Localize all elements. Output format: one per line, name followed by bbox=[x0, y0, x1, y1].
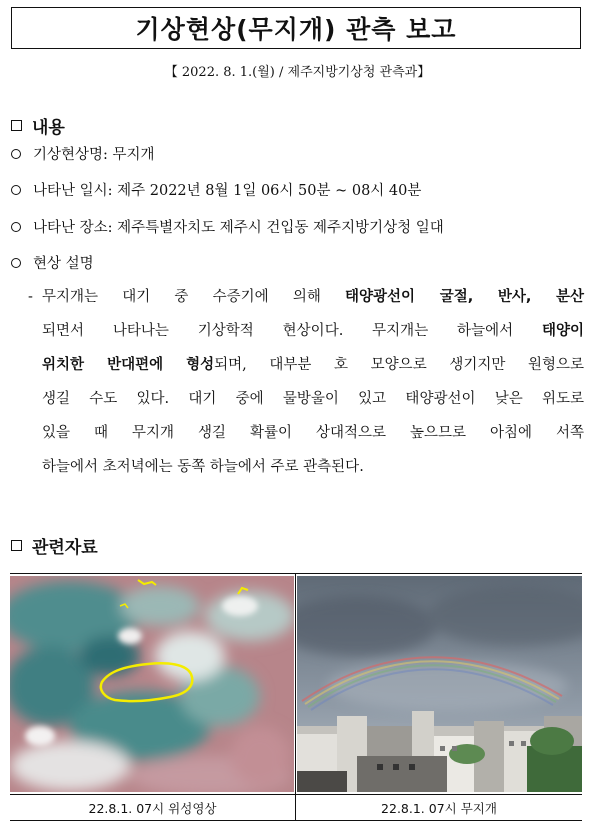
description-paragraph: - 무지개는 대기 중 수증기에 의해 태양광선이 굴절, 반사, 분산 되면서 나타나는 기상학적 현상이다. 무지개는 하늘에서 태양이 위치한 반대편에 형성되며, 대부분 호 모양으로 생기지만 원형으로 생길 수도 있다. 대기 중에 물방울이 있고 태양광선이 낮은 위도로 있을 때 무지개 생길 확률이 상대적으로 높으므로 아침에 서쪽 하늘에서 초저녁에는 동쪽 하늘에서 주로 관측된다. bbox=[28, 289, 584, 475]
item-phenomenon-text: 기상현상명: 무지개 bbox=[33, 147, 155, 163]
desc-text: 되면서 나타나는 기상학적 현상이다. 무지개는 하늘에서 bbox=[42, 323, 542, 339]
rainbow-photo bbox=[297, 576, 582, 792]
caption-rainbow: 22.8.1. 07시 무지개 bbox=[381, 801, 497, 816]
item-datetime-text: 나타난 일시: 제주 2022년 8월 1일 06시 50분 ~ 08시 40분 bbox=[33, 183, 422, 199]
circle-bullet-icon bbox=[11, 222, 21, 232]
section-heading-related: 관련자료 bbox=[32, 538, 98, 558]
circle-bullet-icon bbox=[11, 258, 21, 268]
circle-bullet-icon bbox=[11, 185, 21, 195]
desc-text: 무지개는 대기 중 수증기에 의해 bbox=[42, 289, 346, 305]
desc-text: 생길 수도 있다. 대기 중에 물방울이 있고 태양광선이 낮은 위도로 bbox=[42, 391, 584, 407]
table-divider-vertical bbox=[295, 574, 296, 820]
section-related bbox=[11, 533, 98, 558]
desc-text: 되며, 대부분 호 모양으로 생기지만 원형으로 bbox=[214, 357, 584, 373]
square-bullet-icon bbox=[11, 540, 22, 551]
desc-bold: 위치한 반대편에 형성 bbox=[42, 357, 215, 373]
related-images-table bbox=[10, 573, 582, 821]
page-title: 기상현상(무지개) 관측 보고 bbox=[135, 15, 457, 44]
item-location bbox=[11, 216, 444, 237]
caption-satellite: 22.8.1. 07시 위성영상 bbox=[88, 801, 217, 816]
item-location-text: 나타난 장소: 제주특별자치도 제주시 건입동 제주지방기상청 일대 bbox=[33, 220, 444, 236]
section-heading-content: 내용 bbox=[32, 118, 65, 138]
table-divider-horizontal bbox=[10, 794, 582, 795]
item-phenomenon bbox=[11, 143, 155, 164]
desc-bold: 태양이 bbox=[541, 323, 584, 339]
report-subtitle: 【 2022. 8. 1.(월) / 제주지방기상청 관측과】 bbox=[164, 65, 431, 80]
item-description-label-text: 현상 설명 bbox=[33, 256, 94, 272]
circle-bullet-icon bbox=[11, 149, 21, 159]
desc-bold: 태양광선이 굴절, 반사, 분산 bbox=[345, 289, 584, 305]
satellite-image bbox=[10, 576, 294, 792]
item-description-label bbox=[11, 252, 94, 273]
title-box bbox=[11, 7, 581, 49]
desc-text: 하늘에서 초저녁에는 동쪽 하늘에서 주로 관측된다. bbox=[42, 459, 364, 475]
square-bullet-icon bbox=[11, 120, 22, 131]
section-content bbox=[11, 113, 65, 138]
desc-text: 있을 때 무지개 생길 확률이 상대적으로 높으므로 아침에 서쪽 bbox=[42, 425, 584, 441]
item-datetime bbox=[11, 179, 421, 200]
